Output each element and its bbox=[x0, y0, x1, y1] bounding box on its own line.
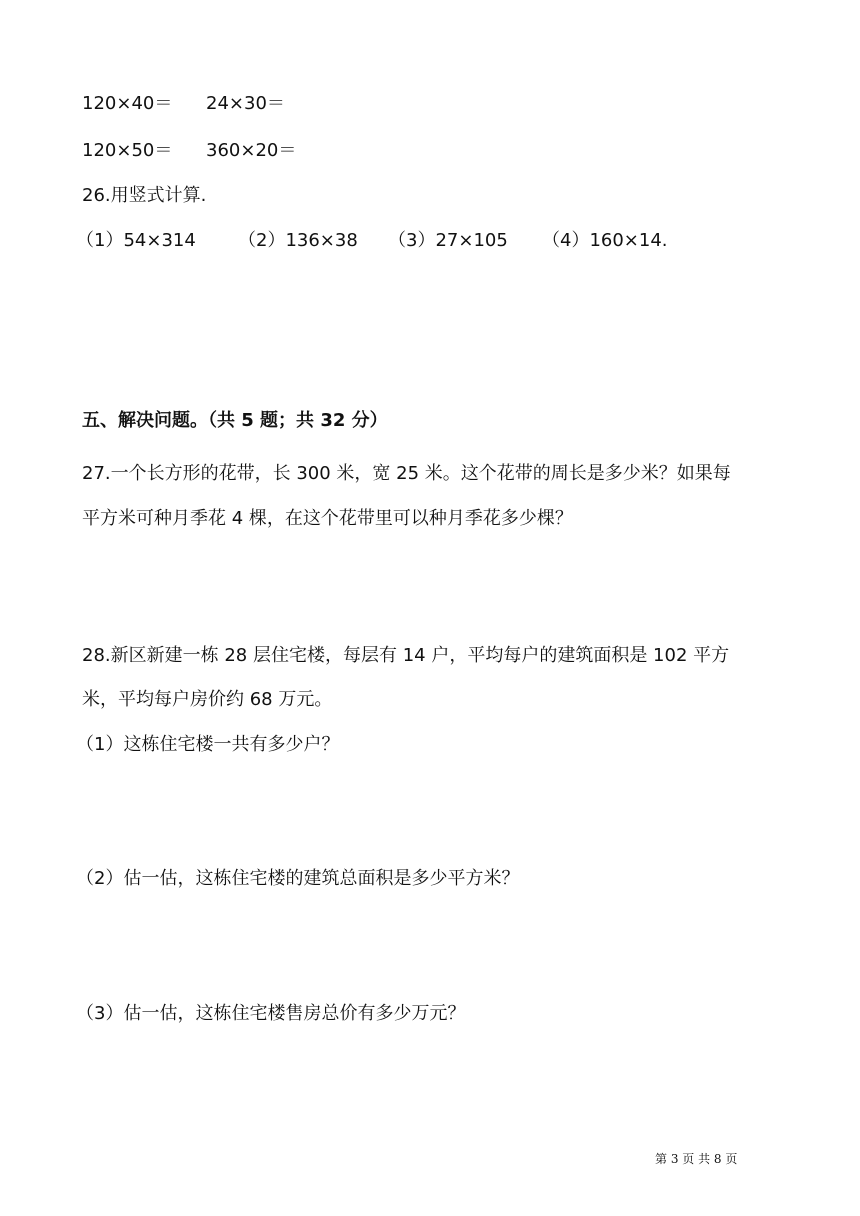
question-26-item: （2）136×38 bbox=[238, 230, 358, 251]
question-28-sub-2: （2）估一估，这栋住宅楼的建筑总面积是多少平方米？ bbox=[76, 868, 520, 889]
page-footer: 第 3 页 共 8 页 bbox=[655, 1152, 738, 1166]
question-26-item: （3）27×105 bbox=[388, 230, 508, 251]
calc-item: 360×20＝ bbox=[206, 140, 297, 161]
question-26-item: （1）54×314 bbox=[76, 230, 196, 251]
section-5-heading: 五、解决问题。（共 5 题；共 32 分） bbox=[82, 410, 388, 431]
question-26-title: 26.用竖式计算. bbox=[82, 185, 207, 206]
calc-item: 120×40＝ bbox=[82, 93, 173, 114]
question-28-sub-3: （3）估一估，这栋住宅楼售房总价有多少万元？ bbox=[76, 1003, 466, 1024]
question-28-line-2: 米，平均每户房价约 68 万元。 bbox=[82, 689, 333, 710]
question-28-sub-1: （1）这栋住宅楼一共有多少户？ bbox=[76, 734, 340, 755]
question-27-line-2: 平方米可种月季花 4 棵，在这个花带里可以种月季花多少棵？ bbox=[82, 508, 573, 529]
question-26-item: （4）160×14. bbox=[542, 230, 668, 251]
question-27-line-1: 27.一个长方形的花带，长 300 米，宽 25 米。这个花带的周长是多少米？如果每 bbox=[82, 463, 731, 484]
calc-item: 120×50＝ bbox=[82, 140, 173, 161]
calc-item: 24×30＝ bbox=[206, 93, 285, 114]
question-28-line-1: 28.新区新建一栋 28 层住宅楼，每层有 14 户，平均每户的建筑面积是 102 平方 bbox=[82, 645, 730, 666]
